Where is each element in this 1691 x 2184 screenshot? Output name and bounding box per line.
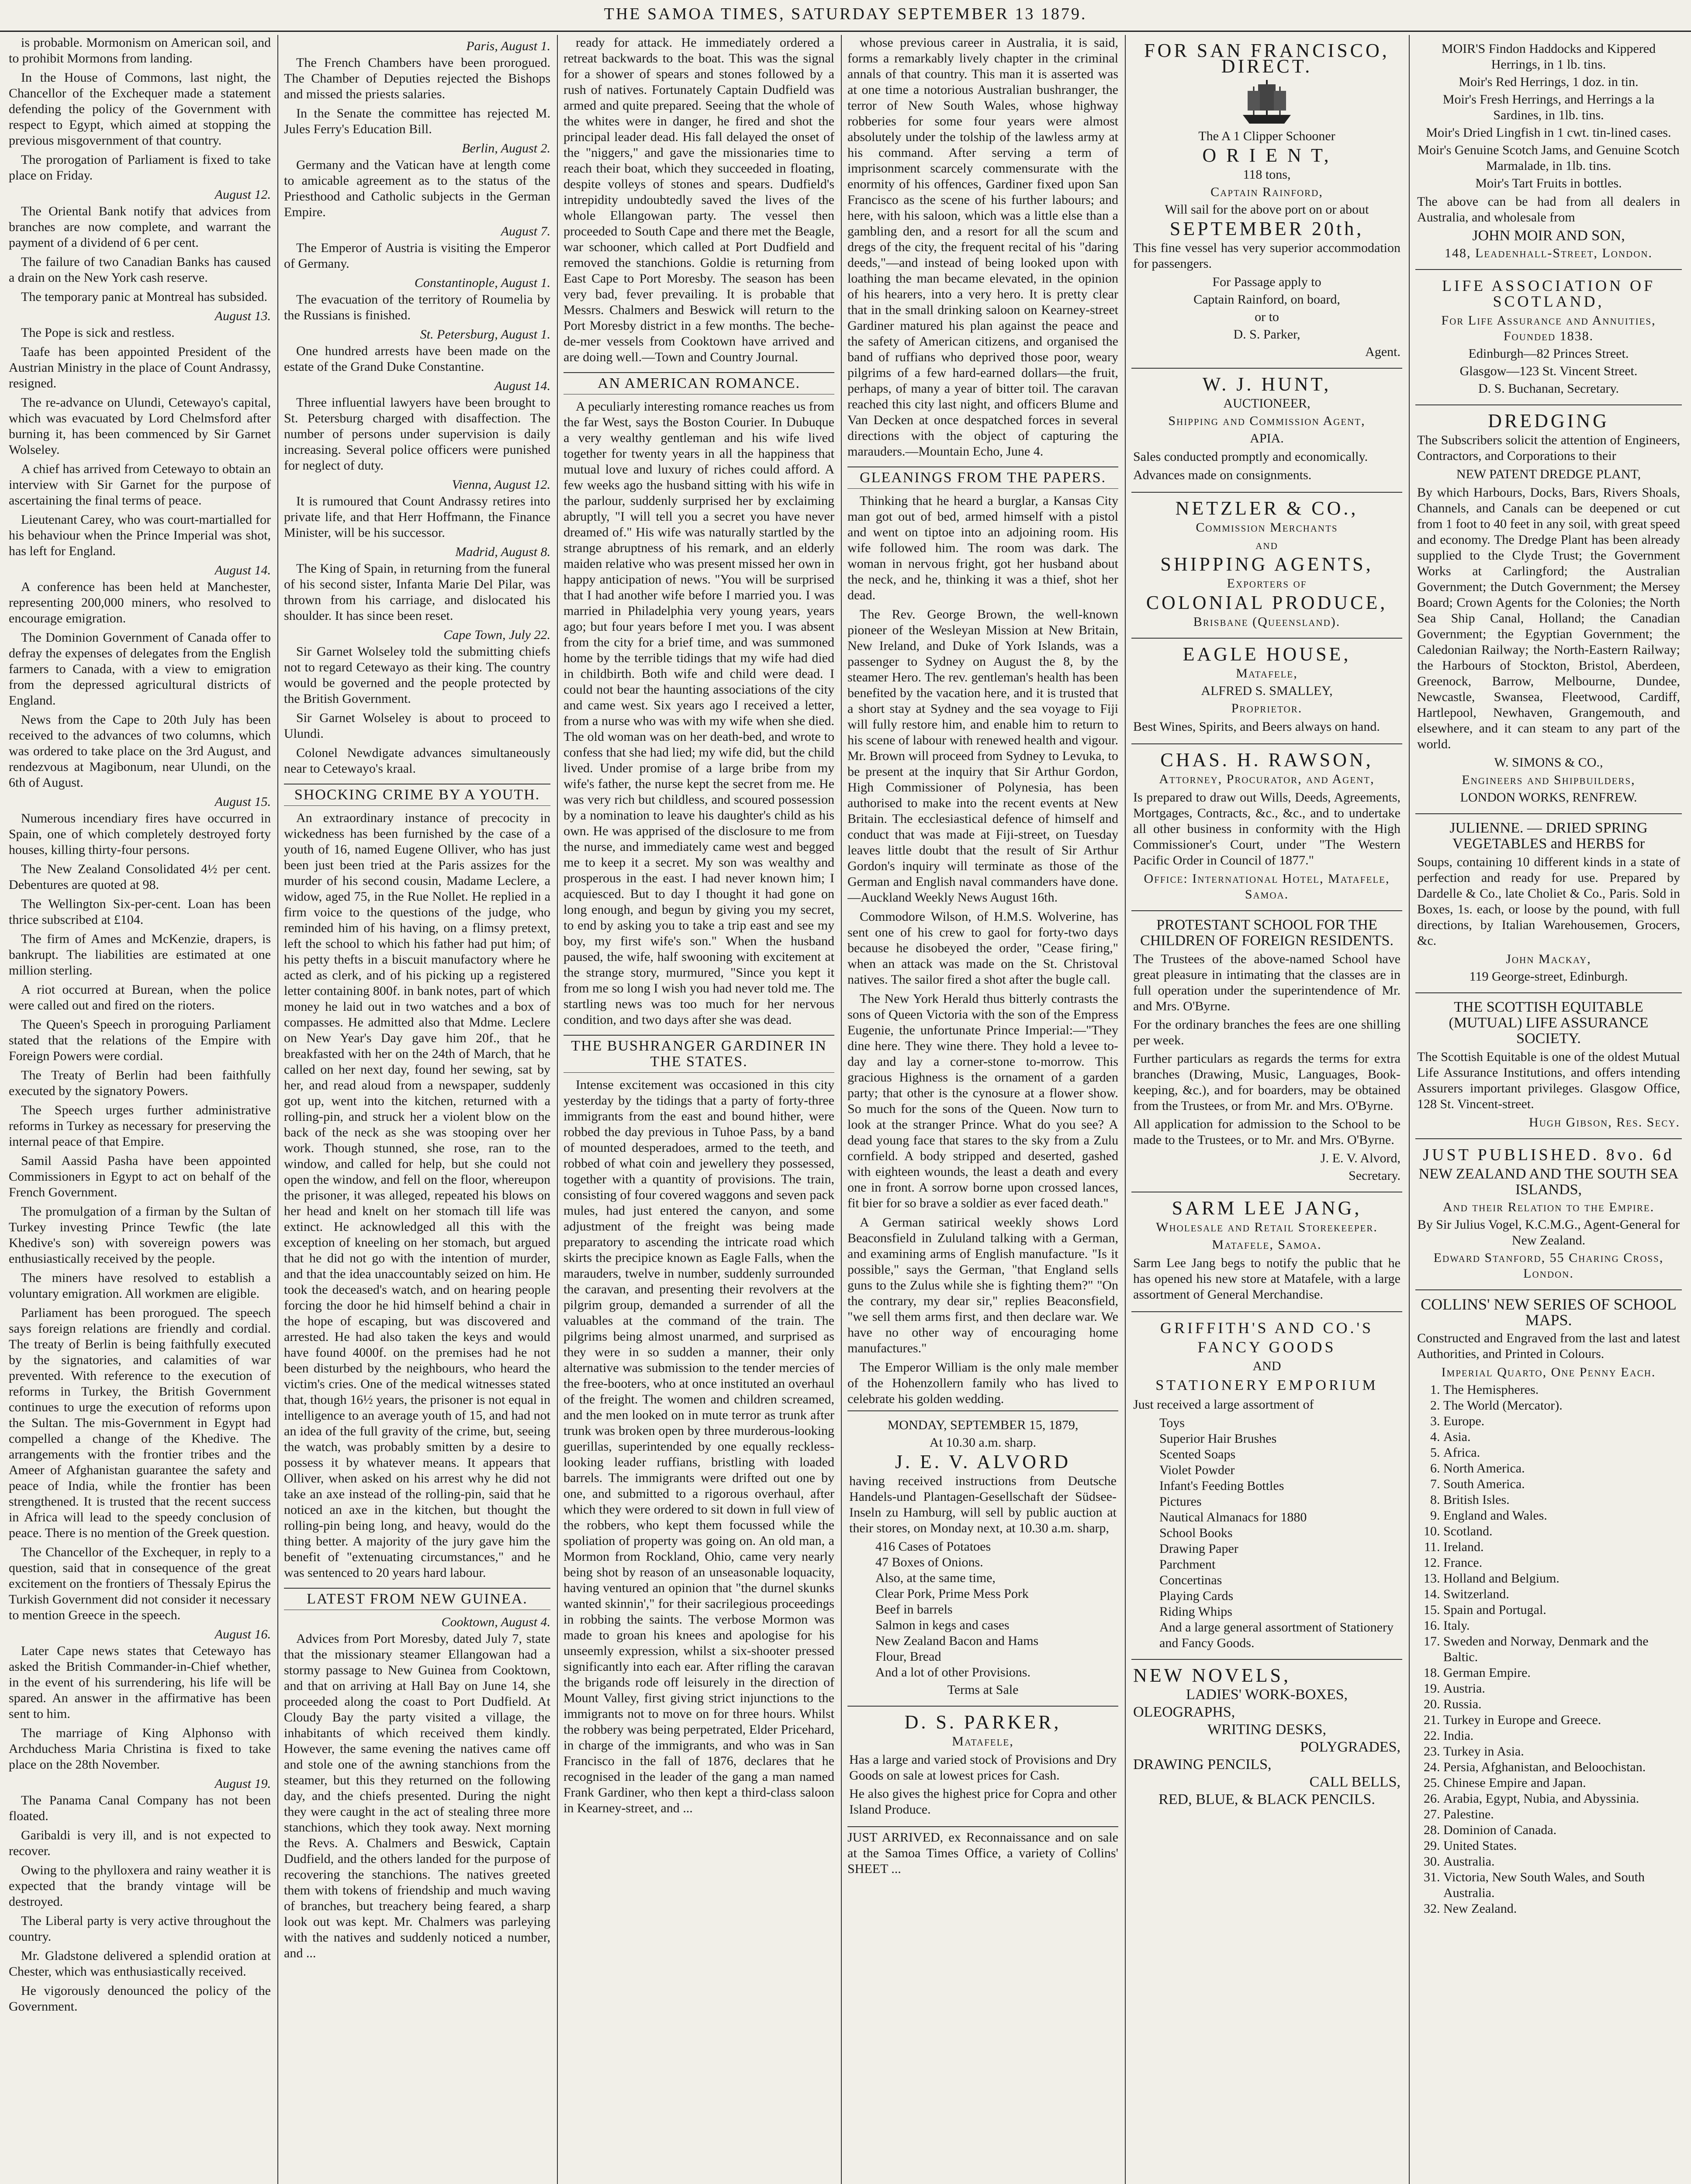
article-paragraph: The Treaty of Berlin had been faithfully executed by the signatory Powers. — [9, 1068, 271, 1098]
ad-line: Commission Merchants — [1196, 520, 1338, 535]
ad-title: GRIFFITH'S AND CO.'S — [1160, 1319, 1374, 1337]
list-item: And a large general assortment of Stationery and Fancy Goods. — [1159, 1620, 1394, 1650]
list-item: Flour, Bread — [875, 1649, 941, 1664]
ad-line: Moir's Red Herrings, 1 doz. in tin. — [1459, 75, 1639, 89]
article-paragraph: ready for attack. He immediately ordered a retreat backwards to the boat. This was the signal for a shower of spears and stones followed by a rush of natives. Fortunately Captain Dudfield was armed and quite prepared. Seeing that the whole of the whites were in danger, he fired and shot the principal leader dead. His fall delayed the onset of the "niggers," and gave the missionaries time to reach their boat, which they succeeded in floating, despite volleys of stones and spears. Dudfield's intrepidity undoubtedly saved the lives of the whole Ellangowan party. The vessel then proceeded to South Cape and there met the Beagle, war schooner, which called at Port Dudfield and removed the stanchions. Goldie is returning from East Cape to Port Moresby. The season has been very bad, fever prevailing. It is probable that Messrs. Chalmers and Beswick will return to the Port Moresby district in a few months. The beche-de-mer vessels from Cooktown have arrived and are doing well.—Town and Country Journal. — [564, 35, 834, 364]
ad-line: Sales conducted promptly and economically. — [1133, 449, 1368, 464]
list-item: 4. Asia. — [1443, 1429, 1680, 1445]
ad-title: NEW NOVELS, — [1133, 1665, 1291, 1686]
ad-line: COLONIAL PRODUCE, — [1146, 592, 1388, 613]
list-item: 3. Europe. — [1443, 1413, 1680, 1429]
list-item: 28. Dominion of Canada. — [1443, 1822, 1680, 1838]
article-paragraph: The New Zealand Consolidated 4½ per cent. Debentures are quoted at 98. — [9, 862, 271, 892]
ad-title: SARM LEE JANG, — [1172, 1197, 1362, 1219]
list-item: 6. North America. — [1443, 1461, 1680, 1476]
article-paragraph: Parliament has been prorogued. The speech says foreign relations are friendly and cordial. The treaty of Berlin is being faithfully executed by the signatories, and calamities of war prevented. With reference to the execution of reforms in Turkey, the British Government continues to urge the execution of reforms upon the Sultan. The mis-Government in Egypt had compelled a change of the Khedive. The arrangements with the frontier tribes and the Ameer of Afghanistan guarantee the safety and peace of India, while the frontier has been strengthened. It is trusted that the recent success in Africa will lead to the speedy conclusion of peace. There is no mention of the Greek question. — [9, 1306, 271, 1540]
ad-line: Moir's Genuine Scotch Jams, and Genuine Scotch Marmalade, in 1lb. tins. — [1418, 143, 1680, 173]
list-item: 2. The World (Mercator). — [1443, 1398, 1680, 1413]
masthead: THE SAMOA TIMES, SATURDAY SEPTEMBER 13 1879. — [0, 0, 1691, 32]
ad-line: APIA. — [1250, 431, 1284, 446]
ad-line: The A 1 Clipper Schooner — [1198, 129, 1335, 143]
article-paragraph: The prorogation of Parliament is fixed to take place on Friday. — [9, 152, 271, 183]
article-paragraph: Sir Garnet Wolseley is about to proceed to Ulundi. — [284, 711, 550, 741]
ad-title: J. E. V. ALVORD — [895, 1451, 1071, 1472]
article-paragraph: In the House of Commons, last night, the Chancellor of the Exchequer made a statement defending the policy of the Government with respect to Egypt, which aimed at stopping the previous misgovernment of that country. — [9, 70, 271, 148]
list-item: Salmon in kegs and cases — [875, 1618, 1010, 1632]
ad-moir — [1415, 35, 1682, 270]
ad-protestant-school — [1131, 911, 1402, 1192]
list-item: Toys — [1159, 1416, 1185, 1430]
ad-line: NEW PATENT DREDGE PLANT, — [1456, 467, 1641, 481]
dateline: August 7. — [501, 224, 550, 238]
list-item: Violet Powder — [1159, 1463, 1235, 1477]
ad-line: All application for admission to the School to be made to the Trustees, or to Mr. and Mrs. O'Byrne. — [1133, 1117, 1401, 1147]
article-paragraph: The New York Herald thus bitterly contrasts the sons of Queen Victoria with the son of the Empress Eugenie, the unfortunate Prince Imperial:—"They dine here. They wine there. They hold a levee to-day and lay a corner-stone to-morrow. This gracious Highness is the ornament of a garden party; that other is the cynosure at a flower show. So much for the sons of the Queen. Now turn to look at the stranger Prince. What do you see? A dead young face that stares to the sky from a Zulu cornfield. A body stripped and deserted, gashed with eighteen wounds, the least a death and every one in front. A sorrow borne upon crossed lances, fit bier for so brave a soldier as ever faced death." — [847, 992, 1118, 1210]
ad-line: Just received a large assortment of — [1133, 1397, 1314, 1412]
article-paragraph: The Wellington Six-per-cent. Loan has been thrice subscribed at £104. — [9, 897, 271, 927]
ad-line: 148, Leadenhall-Street, London. — [1444, 246, 1653, 260]
ad-line: For Passage apply to — [1212, 275, 1321, 289]
ad-line: Attorney, Procurator, and Agent, — [1159, 772, 1375, 786]
goods-list — [1133, 1415, 1401, 1651]
moir-product-list — [1417, 41, 1680, 191]
ad-line: LADIES' WORK-BOXES, — [1186, 1686, 1348, 1703]
article-paragraph: The miners have resolved to establish a voluntary emigration. All workmen are eligible. — [9, 1271, 271, 1301]
article-paragraph: Sir Garnet Wolseley told the submitting chiefs not to regard Cetewayo as their king. The country would be governed and the people protected by the British Government. — [284, 644, 550, 706]
article-paragraph: A conference has been held at Manchester, representing 200,000 miners, who resolved to encourage emigration. — [9, 580, 271, 625]
dateline: August 16. — [214, 1627, 271, 1641]
ad-line: Terms at Sale — [947, 1683, 1019, 1697]
ad-line: JOHN MOIR AND SON, — [1472, 228, 1625, 244]
list-item: Drawing Paper — [1159, 1541, 1238, 1556]
ad-line: Advances made on consignments. — [1133, 468, 1312, 482]
list-item: Infant's Feeding Bottles — [1159, 1479, 1284, 1493]
article-paragraph: One hundred arrests have been made on the estate of the Grand Duke Constantine. — [284, 344, 550, 374]
list-item: 15. Spain and Portugal. — [1443, 1602, 1680, 1618]
list-item: 12. France. — [1443, 1555, 1680, 1571]
list-item: Superior Hair Brushes — [1159, 1431, 1277, 1446]
maps-list — [1443, 1382, 1680, 1917]
ad-line: SHIPPING AGENTS, — [1160, 553, 1373, 575]
article-paragraph: The Liberal party is very active throughout the country. — [9, 1914, 271, 1944]
list-item: 27. Palestine. — [1443, 1807, 1680, 1822]
article-paragraph: The Emperor of Austria is visiting the Emperor of Germany. — [284, 241, 550, 271]
list-item: 16. Italy. — [1443, 1618, 1680, 1634]
article-paragraph: A peculiarly interesting romance reaches us from the far West, says the Boston Courier. In Dubuque a very wealthy gentleman and his wife lived together for twenty years in all the happiness that mutual love and luxury of riches could afford. A few weeks ago the husband sitting with his wife in the parlour, suddenly surprised her by exclaiming abruptly, "I will tell you a secret you have never dreamed of." His wife was naturally startled by the strange abruptness of his remark, and an elderly maiden relative who was present missed her own in happy anticipation of news. "You will be surprised that I had another wife before I married you. I was married in Philadelphia very young years, years ago; but four years before I met you. I was absent from the city for a brief time, and was summoned home by the terrible tidings that my wife had died in childbirth. Both wife and child were dead. I could not bear the haunting associations of the city and came west. Six years ago I received a letter, from a nurse who was with my wife when she died. The old woman was on her death-bed, and wrote to confess that she had lied; my wife did, but the child lived. Under promise of a large bribe from my wife's father, the nurse kept the secret from me. He was very rich but childless, and scoured possession by a nomination to leave his daughter's child as his own. He was apprised of the disclosure to me from the nurse, and immediately came west and begged me to keep it a secret. My son was wealthy and prosperous in the east. I had never known him; I acquiesced. But to day I thought it had gone on long enough, and begun by giving you my secret, to end by asking you to take a trip east and see my boy, my first wife's son." When the husband paused, the wife, half swooning with excitement at the strange story, murmured, "Since you kept it from me so long I wish you had never told me. The startling news was too much for her nervous condition, and two days after she was dead. — [564, 399, 834, 1027]
list-item: 416 Cases of Potatoes — [875, 1539, 991, 1554]
ad-line: POLYGRADES, — [1300, 1739, 1401, 1755]
ad-line: Captain Rainford, on board, — [1193, 292, 1340, 307]
dateline: Cape Town, July 22. — [443, 628, 550, 642]
article-paragraph: The failure of two Canadian Banks has caused a drain on the New York cash reserve. — [9, 255, 271, 285]
ad-title: CHAS. H. RAWSON, — [1160, 749, 1373, 771]
ad-line: AND — [1252, 1359, 1281, 1373]
ad-line: Sarm Lee Jang begs to notify the public that he has opened his new store at Matafele, with a large assortment of General Merchandise. — [1133, 1256, 1401, 1302]
ad-line: CALL BELLS, — [1309, 1774, 1401, 1790]
sail-date: SEPTEMBER 20th, — [1169, 218, 1364, 239]
list-item: Playing Cards — [1159, 1589, 1234, 1603]
column-rule — [1409, 35, 1410, 2184]
article-paragraph: The Pope is sick and restless. — [21, 325, 175, 340]
article-paragraph: An extraordinary instance of precocity in wickedness has been furnished by the case of a youth of 16, named Eugene Olliver, who has just been just been tried at the Paris assizes for the murder of his second cousin, Madame Leclere, a widow, aged 75, in the Rue Nollet. He replied in a firm voice to the questions of the judge, who reminded him of his having, on a flimsy pretext, left the school to which his father had put him; of his petty thefts in a biscuit manufactory where he acted as clerk, and of his picking up a registered letter containing 800f. in bank notes, part of which money he laid out in two watches and a box of compasses. He admitted also that Mdme. Leclere on New Year's Day gave him 20f., that he breakfasted with her on the 24th of March, that he called on her next day, found her sewing, sat by her, and read aloud from a newspaper, suddenly got up, went into the kitchen, returned with a rolling-pin, and struck her a violent blow on the back of the neck as she was stooping over her work. Though stunned, she rose, ran to the window, and called for help, but she could not open the window, and fell on the floor, whereupon the prisoner, it was alleged, repeated his blows on her head and knelt on her stomach till life was extinct. He acknowledged all this with the exception of kneeling on her stomach, but argued that he did not go with the intention of murder, and that the idea unaccountably seized on him. He took the deceased's watch, and on hearing people forcing the door he hid himself behind a chair in the hope of escaping, but was discovered and arrested. He had also taken the keys and would have found 4000f. on the premises had he not been disturbed by the neighbours, who heard the victim's cries. One of the medical witnesses stated that, though 16½ years, the prisoner is not equal in intelligence to an average youth of 15, and had not an idea of the full gravity of the crime, but, seeing the watch, was probably smitten by a desire to possess it by whatever means. It appears that Olliver, when asked on his arrest why he did not take an axe instead of the rolling-pin, said that he noticed an axe in the kitchen, but thought the rolling-pin being long, and heavy, would do the thing better. A majority of the jury gave him the benefit of "extenuating circumstances," and he was sentenced to 20 years hard labour. — [284, 811, 550, 1580]
ad-title: COLLINS' NEW SERIES OF SCHOOL MAPS. — [1421, 1296, 1677, 1329]
ad-dredging — [1415, 405, 1682, 814]
sale-time: At 10.30 a.m. sharp. — [929, 1435, 1037, 1450]
ship-icon — [1241, 78, 1293, 126]
article-paragraph: Garibaldi is very ill, and is not expected to recover. — [9, 1828, 271, 1858]
article-paragraph: The temporary panic at Montreal has subsided. — [21, 290, 267, 304]
list-item: 21. Turkey in Europe and Greece. — [1443, 1712, 1680, 1728]
ad-rawson — [1131, 744, 1402, 911]
article-paragraph: The Emperor William is the only male member of the Hohenzollern family who has lived to celebrate his golden wedding. — [847, 1360, 1118, 1406]
column-5-ads — [1131, 35, 1402, 2184]
ad-line: or to — [1255, 310, 1279, 324]
ad-line: W. SIMONS & CO., — [1494, 755, 1603, 770]
ad-title: JUST PUBLISHED. 8vo. 6d — [1423, 1146, 1674, 1164]
list-item: Nautical Almanacs for 1880 — [1159, 1510, 1307, 1524]
ad-title: LIFE ASSOCIATION OF SCOTLAND, — [1442, 277, 1656, 310]
list-item: 26. Arabia, Egypt, Nubia, and Abyssinia. — [1443, 1791, 1680, 1807]
ad-line: Glasgow—123 St. Vincent Street. — [1459, 364, 1638, 378]
ad-hunt — [1131, 369, 1402, 493]
article-paragraph: Samil Aassid Pasha have been appointed Commissioners in Egypt to act on behalf of the French Government. — [9, 1154, 271, 1199]
goods-list — [849, 1539, 1117, 1680]
dateline: August 14. — [494, 379, 550, 393]
list-item: 31. Victoria, New South Wales, and South Australia. — [1443, 1870, 1680, 1901]
ad-title: NETZLER & CO., — [1175, 498, 1359, 519]
article-paragraph: The firm of Ames and McKenzie, drapers, is bankrupt. The liabilities are estimated at one million sterling. — [9, 932, 271, 978]
list-item: School Books — [1159, 1526, 1233, 1540]
ad-line: By Sir Julius Vogel, K.C.M.G., Agent-General for New Zealand. — [1417, 1217, 1680, 1248]
ad-line: Matafele, Samoa. — [1212, 1237, 1322, 1252]
ad-line: Further particulars as regards the terms for extra branches (Drawing, Music, Languages, Book-keeping, &c.), and for boarders, may be obtained from the Trustees, or from Mr. and Mrs. O'Byrne. — [1133, 1051, 1401, 1113]
list-item: 29. United States. — [1443, 1838, 1680, 1854]
list-item: Clear Pork, Prime Mess Pork — [875, 1586, 1029, 1601]
ad-parker — [847, 1707, 1118, 1827]
article-headline: GLEANINGS FROM THE PAPERS. — [847, 467, 1118, 489]
ad-line: Secretary. — [1349, 1168, 1401, 1183]
ad-line: For the ordinary branches the fees are one shilling per week. — [1133, 1017, 1401, 1047]
ad-line: The above can be had from all dealers in Australia, and wholesale from — [1417, 194, 1680, 225]
ad-title: D. S. PARKER, — [904, 1711, 1062, 1733]
ad-netzler — [1131, 493, 1402, 639]
ad-title: THE SCOTTISH EQUITABLE (MUTUAL) LIFE ASSURANCE SOCIETY. — [1449, 999, 1649, 1047]
column-rule — [277, 35, 278, 2184]
ad-title: W. J. HUNT, — [1202, 373, 1331, 395]
list-item: 32. New Zealand. — [1443, 1901, 1680, 1917]
ad-line: Hugh Gibson, Res. Secy. — [1528, 1115, 1680, 1130]
ad-line: 119 George-street, Edinburgh. — [1469, 969, 1628, 984]
list-item: 5. Africa. — [1443, 1445, 1680, 1461]
ad-collins-maps — [1415, 1290, 1682, 1923]
ad-line: This fine vessel has very superior accommodation for passengers. — [1133, 241, 1401, 271]
list-item: Concertinas — [1159, 1573, 1222, 1587]
ad-line: MOIR'S Findon Haddocks and Kippered Herrings, in 1 lb. tins. — [1441, 41, 1656, 72]
article-paragraph: Thinking that he heard a burglar, a Kansas City man got out of bed, armed himself with a pistol and went on tiptoe into an adjoining room. His wife followed him. The room was dark. The woman in nervous fright, got her husband about the neck, and he, thinking it was a thief, shot her dead. — [847, 494, 1118, 602]
article-paragraph: Lieutenant Carey, who was court-martialled for his behaviour when the Prince Imperial was shot, has left for England. — [9, 512, 271, 558]
ad-title: JULIENNE. — DRIED SPRING VEGETABLES and HERBS for — [1449, 820, 1648, 852]
ad-line: Will sail for the above port on or about — [1165, 202, 1369, 217]
ad-line: Moir's Dried Lingfish in 1 cwt. tin-lined cases. — [1426, 125, 1671, 140]
ad-line: Matafele, — [1236, 666, 1298, 681]
article-paragraph: Later Cape news states that Cetewayo has asked the British Commander-in-Chief whether, in the event of his surrendering, his life will be spared. An answer in the affirmative has been sent to him. — [9, 1644, 271, 1721]
column-6-ads — [1415, 35, 1682, 2184]
ad-line: Moir's Tart Fruits in bottles. — [1475, 176, 1622, 190]
ad-line: By which Harbours, Docks, Bars, Rivers Shoals, Channels, and Canals can be deepened or cut from 1 foot to 40 feet in any soil, with great speed and economy. The Dredge Plant has been already supplied to the Clyde Trust; the Government Works at Carlingford; the Australian Government; the Dutch Government; the Mersey Board; Crown Agents for the Colonies; the North Sea Ship Canal, Holland; the Canadian Government; the Egyptian Government; the Caledonian Railway; the North-Eastern Railway; the Harbours of Stockton, Bristol, Aberdeen, Greenock, Barrow, Melbourne, Dundee, Newcastle, Swansea, Fleetwood, Cardiff, Hartlepool, Newhaven, Grangemouth, and elsewhere, and it can steam to any part of the world. — [1417, 485, 1680, 751]
list-item: 47 Boxes of Onions. — [875, 1555, 983, 1569]
column-rule — [841, 35, 842, 2184]
ad-line: RED, BLUE, & BLACK PENCILS. — [1158, 1791, 1375, 1807]
column-2 — [284, 35, 550, 2184]
list-item: 23. Turkey in Asia. — [1443, 1744, 1680, 1759]
ad-title: PROTESTANT SCHOOL FOR THE CHILDREN OF FOREIGN RESIDENTS. — [1140, 917, 1394, 949]
ad-line: ALFRED S. SMALLEY, — [1201, 684, 1333, 698]
ad-line: Edward Stanford, 55 Charing Cross, London. — [1433, 1251, 1664, 1281]
ad-line: Brisbane (Queensland). — [1193, 615, 1341, 629]
list-item: Pictures — [1159, 1494, 1202, 1509]
ad-sarm-lee-jang — [1131, 1192, 1402, 1312]
list-item: 1. The Hemispheres. — [1443, 1382, 1680, 1398]
ad-line: For Life Assurance and Annuities, Founded 1838. — [1441, 313, 1656, 343]
ad-line: FANCY GOODS — [1197, 1338, 1336, 1356]
list-item: 19. Austria. — [1443, 1681, 1680, 1697]
list-item: New Zealand Bacon and Hams — [875, 1634, 1039, 1648]
dateline: Berlin, August 2. — [462, 141, 550, 156]
ad-line: and — [1255, 538, 1278, 552]
ad-line: Engineers and Shipbuilders, — [1462, 773, 1636, 787]
ad-line: John Mackay, — [1506, 952, 1591, 966]
ad-line: D. S. Parker, — [1233, 327, 1300, 342]
column-rule — [1125, 35, 1126, 2184]
ad-line: The Subscribers solicit the attention of Engineers, Contractors, and Corporations to their — [1417, 433, 1680, 463]
article-paragraph: Taafe has been appointed President of the Austrian Ministry in the place of Count Andrassy, resigned. — [9, 345, 271, 390]
ad-life-association — [1415, 270, 1682, 405]
ad-line: NEW ZEALAND AND THE SOUTH SEA ISLANDS, — [1418, 1166, 1679, 1198]
ad-line: Proprietor. — [1231, 701, 1303, 715]
ad-line: Soups, containing 10 different kinds in a state of perfection and ready for use. Prepared by Dardelle & Co., late Choliet & Co., Paris. Sold in Boxes, 1s. each, or loose by the pound, with full directions, by Italian Warehousemen, Grocers, &c. — [1417, 855, 1680, 948]
ad-san-francisco — [1131, 35, 1402, 369]
column-rule — [557, 35, 558, 2184]
article-paragraph: Owing to the phylloxera and rainy weather it is expected that the brandy vintage will be destroyed. — [9, 1863, 271, 1909]
ad-line: Captain Rainford, — [1210, 185, 1323, 199]
ad-new-novels — [1131, 1660, 1402, 1815]
column-1 — [9, 35, 271, 2184]
ad-line: Office: International Hotel, Matafele, Samoa. — [1144, 871, 1390, 902]
article-paragraph: The Panama Canal Company has not been floated. — [9, 1793, 271, 1823]
ad-line: Imperial Quarto, One Penny Each. — [1441, 1365, 1656, 1379]
article-paragraph: The Chancellor of the Exchequer, in reply to a question, said that in consequence of the great excitement on the frontiers of Thessaly Epirus the Turkish Government did not consider it necessary to mention Greece in the speech. — [9, 1545, 271, 1622]
sale-date: MONDAY, SEPTEMBER 15, 1879, — [887, 1418, 1079, 1432]
ad-line: DRAWING PENCILS, — [1133, 1756, 1272, 1773]
article-paragraph: The Oriental Bank notify that advices from branches are now complete, and warrant the payment of a dividend of 6 per cent. — [9, 204, 271, 250]
article-paragraph: Three influential lawyers have been brought to St. Petersburg charged with disaffection. The number of persons under supervision is daily increasing. Several police officers were punished for neglect of duty. — [284, 395, 550, 473]
ad-line: OLEOGRAPHS, — [1133, 1704, 1235, 1720]
ad-auction-sale — [847, 1410, 1118, 1707]
dateline: Paris, August 1. — [466, 39, 550, 53]
ad-julienne — [1415, 814, 1682, 993]
article-paragraph: The Speech urges further administrative reforms in Turkey as necessary for preserving the internal peace of that Empire. — [9, 1103, 271, 1149]
article-paragraph: is probable. Mormonism on American soil, and to prohibit Mormons from landing. — [9, 35, 271, 66]
list-item: Parchment — [1159, 1557, 1216, 1572]
ad-line: Has a large and varied stock of Provisions and Dry Goods on sale at lowest prices for Cash. — [849, 1752, 1117, 1783]
ad-line: The Trustees of the above-named School have great pleasure in intimating that the classes are in full operation under the superintendence of Mr. and Mrs. O'Byrne. — [1133, 952, 1401, 1013]
article-headline: AN AMERICAN ROMANCE. — [564, 372, 834, 394]
ad-eagle-house — [1131, 639, 1402, 744]
list-item: Scented Soaps — [1159, 1447, 1236, 1462]
dateline: Constantinople, August 1. — [414, 276, 550, 290]
ad-line: Exporters of — [1227, 576, 1307, 591]
ad-line: having received instructions from Deutsche Handels-und Plantagen-Gesellschaft der Südsee-Inseln zu Hamburg, will sell by public auction at their stores, on Monday next, at 10.30 a.m. sharp, — [849, 1474, 1117, 1535]
ad-line: AUCTIONEER, — [1223, 396, 1311, 411]
article-paragraph: News from the Cape to 20th July has been received to the advances of two columns, which was ordered to take place on the 3rd August, and rendezvous at Magibonum, near Ulundi, on the 6th of August. — [9, 712, 271, 790]
ad-line: Moir's Fresh Herrings, and Herrings a la Sardines, in 1lb. tins. — [1442, 92, 1655, 122]
article-paragraph: The French Chambers have been prorogued. The Chamber of Deputies rejected the Bishops and missed the priests salaries. — [284, 55, 550, 101]
ad-line: And their Relation to the Empire. — [1442, 1200, 1655, 1214]
list-item: 30. Australia. — [1443, 1854, 1680, 1870]
ad-title: EAGLE HOUSE, — [1183, 643, 1351, 665]
ad-line: 118 tons, — [1243, 167, 1291, 182]
list-item: Riding Whips — [1159, 1604, 1232, 1619]
article-paragraph: Intense excitement was occasioned in this city yesterday by the tidings that a party of forty-three immigrants from the east and bound hither, were robbed the day previous in Tuhoe Pass, by a band of mounted desperadoes, armed to the teeth, and robbed of what coin and jewellery they possessed, together with a quantity of provisions. The train, consisting of four covered waggons and seven pack mules, had just entered the canyon, and some adjustment of the freight was being made preparatory to ascending the intricate road which skirts the precipice known as Eagle Falls, when the marauders, twelve in number, suddenly surrounded the caravan, and presenting their revolvers at the pilgrim group, demanded a surrender of all the valuables at the command of the train. The pilgrims being almost unarmed, and surprised as they were in so sudden a manner, their only alternative was submission to the tender mercies of the free-booters, who at once instituted an overhaul of the freight. The women and children screamed, and the men looked on in mute terror as trunk after trunk was broken open by three murderous-looking guerillas, superintended by one equally reckless-looking leader ruffians, bristling with loaded barrels. The immigrants were drifted out one by one, and submitted to a rigorous overhaul, after which they were ordered to sit down in full view of the robbers, who kept them focussed while the spoliation of property was going on. An old man, a Mormon from Rockland, Ohio, came very nearly being shot by reason of an unseasonable loquacity, having ventured an opinion that "the durnel skunks wanted skinnin'," for their sacrilegious proceedings in robbing the saints. The verbose Mormon was made to groan his knees and apologise for his unseemly expression, whilst a six-shooter pressed significantly into each ear. After rifling the caravan the brigands rode off leisurely in the direction of Mount Valley, first giving strict injunctions to the immigrants not to move on for three hours. Whilst the robbery was being perpetrated, Elder Pricehard, in charge of the immigrants, and who was in San Francisco in the fall of 1876, declares that he recognised in the leader of the gang a man named Frank Gardiner, who then kept a third-class saloon in Kearney-street, and ... — [564, 1078, 834, 1815]
ad-line: D. S. Buchanan, Secretary. — [1478, 381, 1619, 396]
column-4 — [847, 35, 1118, 2184]
article-headline: SHOCKING CRIME BY A YOUTH. — [284, 784, 550, 806]
list-item: 11. Ireland. — [1443, 1539, 1680, 1555]
list-item: 20. Russia. — [1443, 1697, 1680, 1712]
list-item: 18. German Empire. — [1443, 1665, 1680, 1681]
article-paragraph: The evacuation of the territory of Roumelia by the Russians is finished. — [284, 292, 550, 322]
list-item: Beef in barrels — [875, 1602, 953, 1617]
article-paragraph: whose previous career in Australia, it is said, forms a remarkably lively chapter in the criminal annals of that country. This man it is asserted was at one time a notorious Australian bushranger, the terror of New South Wales, whose highway robberies for some four years were almost absolutely under the tolship of the lawless army at his command. After serving a term of imprisonment scarcely commensurate with the enormity of his offences, Gardiner fixed upon San Francisco as the scene of his further labours; and here, with his saloon, which was a little else than a gambling den, and a resort for all the scum and dregs of the city, the frequent recital of his "daring deeds,"—and instead of being looked upon with loathing the man became elevated, in the opinion of his hearers, into a very hero. It is pretty clear that in the small drinking saloon on Kearney-street Gardiner matured his plan against the peace and the safety of American citizens, and organised the band of ruffians who deprived those poor, weary pilgrims of a few hard-earned dollars—the fruit, perhaps, of many a year of bitter toil. The caravan reached this city last night, and officers Blume and Van Decken at once despatched forces in several directions with the object of capturing the marauders.—Mountain Echo, June 4. — [847, 35, 1118, 459]
list-item: 13. Holland and Belgium. — [1443, 1571, 1680, 1586]
ad-line: WRITING DESKS, — [1207, 1721, 1326, 1738]
list-item: 24. Persia, Afghanistan, and Beloochistan. — [1443, 1759, 1680, 1775]
ad-line: Best Wines, Spirits, and Beers always on hand. — [1133, 719, 1380, 734]
article-paragraph: The Queen's Speech in proroguing Parliament stated that the relations of the Empire with Foreign Powers were cordial. — [9, 1017, 271, 1063]
list-item: 7. South America. — [1443, 1476, 1680, 1492]
article-paragraph: The Rev. George Brown, the well-known pioneer of the Wesleyan Mission at New Britain, New Ireland, and Duke of York Islands, was a passenger to Sydney on August the 8, by the steamer Hero. The rev. gentleman's health has been benefited by the vacation here, and it is trusted that a short stay at Sydney and the sea voyage to Fiji will fully restore him, and enable him to return to his scene of labour with renewed health and vigour. Mr. Brown will proceed from Sydney to Levuka, to be present at the inquiry that Sir Arthur Gordon, High Commissioner of Polynesia, has been authorised to make into the recent events at New Britain. The ecclesiastical defence of himself and conduct that was made at Fiji-street, on Tuesday leaves little doubt that the result of Sir Arthur Gordon's inquiry will terminate as those of the German and English naval commanders have done.—Auckland Weekly News August 16th. — [847, 607, 1118, 905]
ad-line: The Scottish Equitable is one of the oldest Mutual Life Assurance Institutions, and offers intending Assurers important privileges. Glasgow Office, 128 St. Vincent-street. — [1417, 1050, 1680, 1111]
ad-line: STATIONERY EMPORIUM — [1155, 1377, 1378, 1393]
article-paragraph: Advices from Port Moresby, dated July 7, state that the missionary steamer Ellangowan had a stormy passage to New Guinea from Cooktown, and that on arriving at Hall Bay on June 14, she proceeded along the coast to Port Dudfield. At Cloudy Bay the party visited a village, the inhabitants of which received them kindly. However, the same evening the natives came off and stole one of the awning stanchions from the steamer, but this they returned on the following day, and the chiefs presented. During the night they were caught in the act of stealing three more stanchions, which they took away. Next morning the Revs. A. Chalmers and Beswick, Captain Dudfield, and the others landed for the purpose of recovering the stanchions. The natives greeted them with tokens of friendship and much waving of branches, but treachery being feared, a sharp look out was kept. Mr. Chalmers was parleying with the natives and suddenly noticed a number, and ... — [284, 1631, 550, 1960]
article-paragraph: A German satirical weekly shows Lord Beaconsfield in Zululand talking with a German, and examining arms of English manufacture. "Is it possible," says the German, "that England sells guns to the Zulus while she is fighting them?" "On the contrary, my dear sir," replies Beaconsfield, "we sell them arms first, and then declare war. We have no other way of encouraging home manufactures." — [847, 1215, 1118, 1355]
list-item: Also, at the same time, — [875, 1571, 996, 1585]
dateline: Madrid, August 8. — [455, 545, 550, 559]
ad-scottish-equitable — [1415, 993, 1682, 1139]
dateline: St. Petersburg, August 1. — [420, 327, 550, 342]
list-item: 17. Sweden and Norway, Denmark and the Baltic. — [1443, 1634, 1680, 1665]
dateline: August 19. — [214, 1776, 271, 1791]
ad-line: Wholesale and Retail Storekeeper. — [1156, 1220, 1378, 1234]
article-paragraph: A chief has arrived from Cetewayo to obtain an interview with Sir Garnet for the purpose of ascertaining the final terms of peace. — [9, 462, 271, 508]
ad-griffiths — [1131, 1312, 1402, 1660]
ad-line: Constructed and Engraved from the last and latest Authorities, and Printed in Colours. — [1417, 1331, 1680, 1361]
article-paragraph: Commodore Wilson, of H.M.S. Wolverine, has sent one of his crew to gaol for forty-two days because he disobeyed the order, "Cease firing," when an attack was made on the St. Christoval natives. The sailor fired a shot after the bugle call. — [847, 909, 1118, 987]
list-item: 8. British Isles. — [1443, 1492, 1680, 1508]
article-paragraph: The Dominion Government of Canada offer to defray the expenses of delegates from the English farmers to Canada, with a view to emigration from the depressed agricultural districts of England. — [9, 630, 271, 708]
article-paragraph: The re-advance on Ulundi, Cetewayo's capital, which was evacuated by Lord Chelmsford after burning it, has been commenced by Sir Garnet Wolseley. — [9, 395, 271, 457]
list-item: 10. Scotland. — [1443, 1524, 1680, 1539]
dateline: August 13. — [214, 309, 271, 323]
ad-line: Is prepared to draw out Wills, Deeds, Agreements, Mortgages, Contracts, &c., &c., and to undertake all other business in conformity with the High Commissioner's Court, under "The Western Pacific Order in Council of 1877." — [1133, 790, 1401, 867]
article-paragraph: Colonel Newdigate advances simultaneously near to Cetewayo's kraal. — [284, 746, 550, 776]
article-headline: LATEST FROM NEW GUINEA. — [284, 1588, 550, 1610]
list-item: 14. Switzerland. — [1443, 1586, 1680, 1602]
ad-line: Edinburgh—82 Princes Street. — [1468, 346, 1629, 361]
ad-line: J. E. V. Alvord, — [1320, 1151, 1401, 1165]
dateline: August 12. — [214, 187, 271, 202]
dateline: Vienna, August 12. — [452, 477, 550, 492]
list-item: 9. England and Wales. — [1443, 1508, 1680, 1524]
ad-line: He also gives the highest price for Copra and other Island Produce. — [849, 1787, 1117, 1817]
article-paragraph: It is rumoured that Count Andrassy retires into private life, and that Herr Hoffmann, the Finance Minister, will be his successor. — [284, 494, 550, 540]
ad-line: Matafele, — [952, 1734, 1014, 1749]
article-paragraph: Mr. Gladstone delivered a splendid oration at Chester, which was enthusiastically received. — [9, 1949, 271, 1979]
dateline: August 15. — [214, 795, 271, 809]
article-paragraph: The marriage of King Alphonso with Archduchess Maria Christina is fixed to take place on the 28th November. — [9, 1726, 271, 1772]
ad-line: Agent. — [1365, 345, 1401, 359]
article-headline: THE BUSHRANGER GARDINER IN THE STATES. — [564, 1035, 834, 1073]
ad-line: LONDON WORKS, RENFREW. — [1460, 790, 1637, 805]
ad-title: FOR SAN FRANCISCO, DIRECT. — [1144, 40, 1390, 77]
ad-line: Shipping and Commission Agent, — [1168, 414, 1366, 428]
ad-title: DREDGING — [1488, 410, 1609, 432]
list-item: 25. Chinese Empire and Japan. — [1443, 1775, 1680, 1791]
article-paragraph: The King of Spain, in returning from the funeral of his second sister, Infanta Marie Del Pilar, was thrown from his carriage, and dislocated his shoulder. It has since been reset. — [284, 561, 550, 623]
article-paragraph: In the Senate the committee has rejected M. Jules Ferry's Education Bill. — [284, 106, 550, 136]
dateline: August 14. — [214, 563, 271, 577]
article-paragraph: The promulgation of a firman by the Sultan of Turkey investing Prince Tewfic (the late Khedive's son) with sovereign powers was enthusiastically received by the people. — [9, 1204, 271, 1266]
article-paragraph: A riot occurred at Burean, when the police were called out and fired on the rioters. — [9, 982, 271, 1013]
article-paragraph: Numerous incendiary fires have occurred in Spain, one of which completely destroyed forty houses, killing thirty-four persons. — [9, 811, 271, 857]
ad-just-arrived: JUST ARRIVED, ex Reconnaissance and on sale at the Samoa Times Office, a variety of Collins' SHEET ... — [847, 1830, 1118, 1876]
list-item: 22. India. — [1443, 1728, 1680, 1744]
article-paragraph: Germany and the Vatican have at length come to amicable agreement as to the status of the Priesthood and Catholic subjects in the German Empire. — [284, 158, 550, 219]
article-paragraph: He vigorously denounced the policy of the Government. — [9, 1984, 271, 2014]
list-item: And a lot of other Provisions. — [875, 1665, 1031, 1679]
column-3 — [564, 35, 834, 2184]
ad-just-published — [1415, 1139, 1682, 1290]
dateline: Cooktown, August 4. — [441, 1615, 550, 1629]
ship-name: O R I E N T, — [1202, 145, 1331, 166]
